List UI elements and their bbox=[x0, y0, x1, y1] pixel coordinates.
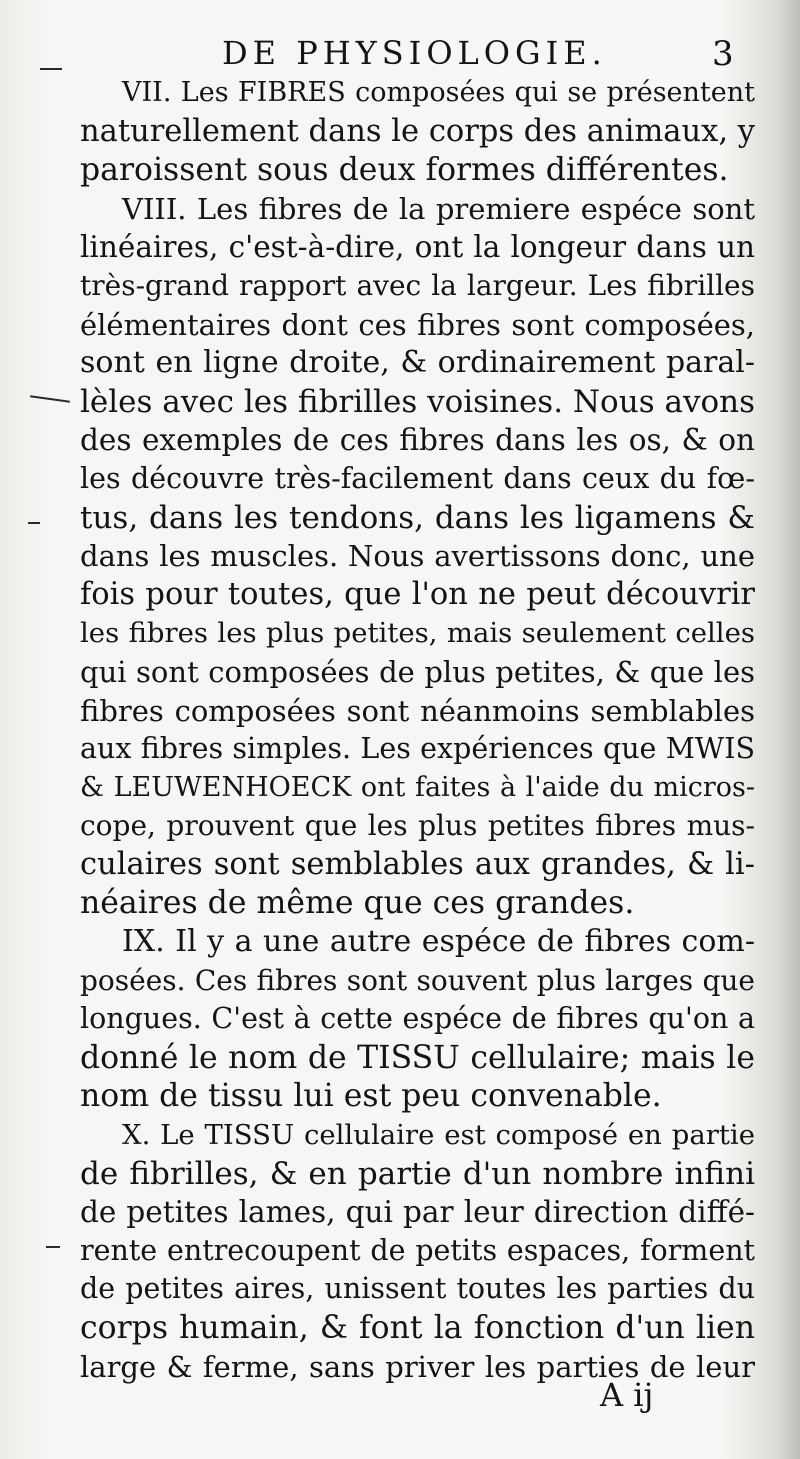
text-line: donné le nom de TISSU cellulaire; mais le bbox=[80, 1039, 755, 1076]
text-line: qui sont composées de plus petites, & que les bbox=[80, 654, 755, 689]
text-line: paroissent sous deux formes différentes. bbox=[80, 152, 729, 189]
text-line: de fibrilles, & en partie d'un nombre infini bbox=[80, 1155, 755, 1192]
text-line: & LEUWENHOECK ont faites à l'aide du micros- bbox=[80, 771, 755, 803]
signature-mark: A ij bbox=[600, 1376, 654, 1414]
text-line: dans les muscles. Nous avertissons donc, une bbox=[80, 539, 755, 574]
text-line: aux fibres simples. Les expériences que MWIS bbox=[80, 732, 755, 766]
margin-stroke bbox=[28, 522, 40, 524]
text-line: cope, prouvent que les plus petites fibres mus- bbox=[80, 809, 755, 843]
text-line: sont en ligne droite, & ordinairement paral- bbox=[80, 345, 755, 381]
text-line: néaires de même que ces grandes. bbox=[80, 885, 635, 922]
text-line: corps humain, & font la fonction d'un lien bbox=[80, 1310, 755, 1346]
text-line: culaires sont semblables aux grandes, & li- bbox=[80, 846, 755, 882]
page-number: 3 bbox=[712, 34, 734, 74]
margin-stroke bbox=[40, 68, 62, 70]
margin-stroke bbox=[30, 395, 70, 403]
margin-stroke bbox=[46, 1246, 60, 1248]
text-line: linéaires, c'est-à-dire, ont la longeur dans un bbox=[80, 230, 755, 265]
text-line: fibres composées sont néanmoins semblables bbox=[80, 693, 755, 728]
text-line: élémentaires dont ces fibres sont composées, bbox=[80, 307, 755, 342]
body-text bbox=[80, 74, 755, 1386]
text-line: très-grand rapport avec la largeur. Les fibrilles bbox=[80, 268, 755, 302]
text-line: IX. Il y a une autre espéce de fibres com- bbox=[122, 924, 755, 960]
text-line: les fibres les plus petites, mais seulement celles bbox=[80, 617, 755, 650]
text-line: de petites aires, unissent toutes les parties du bbox=[80, 1272, 755, 1306]
running-title: DE PHYSIOLOGIE. bbox=[222, 34, 607, 72]
text-line: fois pour toutes, que l'on ne peut découvrir bbox=[80, 576, 755, 612]
text-line: posées. Ces fibres sont souvent plus larges que bbox=[80, 963, 755, 997]
text-line: nom de tissu lui est peu convenable. bbox=[80, 1078, 662, 1115]
text-line: lèles avec les fibrilles voisines. Nous avons bbox=[80, 383, 755, 420]
text-line: VII. Les FIBRES composées qui se présentent bbox=[122, 77, 755, 108]
text-line: naturellement dans le corps des animaux, y bbox=[80, 113, 755, 149]
text-line: des exemples de ces fibres dans les os, & on bbox=[80, 423, 755, 458]
text-line: de petites lames, qui par leur direction diffé- bbox=[80, 1195, 755, 1230]
text-line: les découvre très-facilement dans ceux du fœ- bbox=[80, 461, 755, 495]
text-line: longues. C'est à cette espéce de fibres qu'on a bbox=[80, 1002, 755, 1036]
text-line: X. Le TISSU cellulaire est composé en partie bbox=[122, 1119, 755, 1152]
text-line: large & ferme, sans priver les parties de leur bbox=[80, 1349, 755, 1384]
text-line: rente entrecoupent de petits espaces, forment bbox=[80, 1233, 755, 1267]
text-line: VIII. Les fibres de la premiere espéce sont bbox=[122, 191, 755, 226]
text-line: tus, dans les tendons, dans les ligamens & bbox=[80, 499, 755, 536]
